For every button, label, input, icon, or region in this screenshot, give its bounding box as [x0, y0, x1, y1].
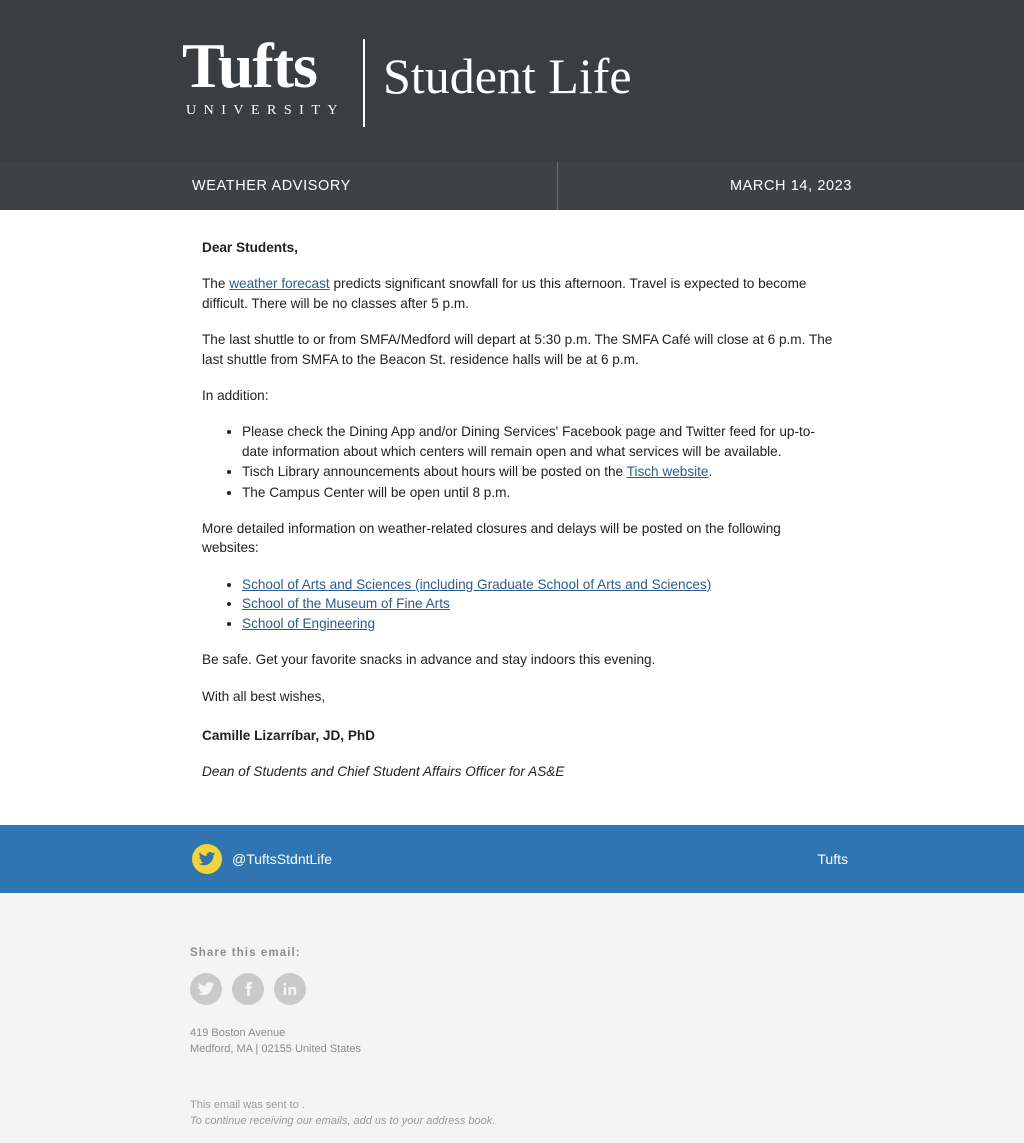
subheader-date: MARCH 14, 2023	[729, 178, 853, 194]
list-item-text-post: .	[708, 464, 713, 480]
list-item	[242, 483, 834, 502]
list-item	[242, 614, 834, 633]
email-subheader-bar	[0, 162, 1024, 210]
list-item	[242, 594, 834, 613]
list-item-text: The Campus Center will be open until 8 p.m.	[242, 484, 511, 500]
email-footer	[0, 893, 1024, 1143]
tufts-wordmark	[182, 30, 363, 119]
subheader-category: WEATHER ADVISORY	[0, 162, 558, 210]
share-this-email-label: Share this email:	[190, 946, 301, 959]
email-header	[0, 0, 1024, 162]
share-icons-group	[190, 973, 1024, 1005]
social-band	[0, 825, 1024, 893]
paragraph-closing: With all best wishes,	[202, 688, 326, 704]
facebook-icon[interactable]	[232, 973, 264, 1005]
logo-student-life-text: Student Life	[383, 48, 632, 104]
footer-address	[190, 1025, 1024, 1057]
logo-divider	[363, 39, 365, 127]
logo-university-text: UNIVERSITY	[186, 103, 345, 118]
list-item-text-pre: Tisch Library announcements about hours will be posted on the	[242, 464, 627, 480]
paragraph-shuttle: The last shuttle to or from SMFA/Medford will depart at 5:30 p.m. The SMFA Café will close at 6 p.m. The last shuttle from SMFA to the Beacon St. residence halls will be at 6 p.m.	[202, 332, 833, 367]
tisch-website-link[interactable]: Tisch website	[626, 464, 709, 480]
twitter-handle[interactable]: @TuftsStdntLife	[232, 850, 333, 867]
continue-receiving-text: To continue receiving our emails, add us to your address book.	[190, 1114, 496, 1127]
additional-info-list	[202, 422, 834, 502]
list-item	[242, 575, 834, 594]
link-school-of-engineering[interactable]: School of Engineering	[242, 615, 376, 631]
footer-sent-to	[190, 1097, 1024, 1129]
paragraph-forecast-pre: The	[202, 276, 230, 292]
email-body	[0, 210, 1024, 825]
list-item	[242, 422, 834, 461]
greeting: Dear Students,	[202, 240, 298, 255]
paragraph-more-info: More detailed information on weather-related closures and delays will be posted on the following websites:	[202, 521, 781, 556]
list-item-text: Please check the Dining App and/or Dining Services' Facebook page and Twitter feed for up-to-date information about which centers will remain open and what services will be available.	[242, 424, 815, 459]
tufts-link[interactable]: Tufts	[817, 850, 848, 867]
signature-title: Dean of Students and Chief Student Affairs Officer for AS&E	[202, 764, 565, 780]
sent-to-text: This email was sent to .	[190, 1098, 305, 1111]
school-links-list	[202, 575, 834, 633]
paragraph-forecast-post: predicts significant snowfall for us this afternoon. Travel is expected to become difficult. There will be no classes after 5 p.m.	[202, 276, 807, 311]
list-item	[242, 462, 834, 481]
paragraph-be-safe: Be safe. Get your favorite snacks in advance and stay indoors this evening.	[202, 652, 656, 668]
signature-name: Camille Lizarríbar, JD, PhD	[202, 727, 376, 743]
twitter-icon	[192, 844, 222, 874]
twitter-icon[interactable]	[190, 973, 222, 1005]
linkedin-icon[interactable]	[274, 973, 306, 1005]
social-handle-group[interactable]	[0, 844, 817, 874]
social-right-link-wrap	[817, 851, 1024, 867]
link-arts-and-sciences[interactable]: School of Arts and Sciences (including Graduate School of Arts and Sciences)	[242, 576, 712, 592]
address-line-1: 419 Boston Avenue	[190, 1026, 286, 1039]
paragraph-in-addition: In addition:	[202, 388, 269, 404]
link-museum-of-fine-arts[interactable]: School of the Museum of Fine Arts	[242, 596, 450, 612]
logo-tufts-text: Tufts	[182, 30, 317, 101]
weather-forecast-link[interactable]: weather forecast	[229, 276, 330, 292]
paragraph-forecast	[202, 274, 834, 313]
address-line-2: Medford, MA | 02155 United States	[190, 1042, 362, 1055]
tufts-student-life-logo	[182, 30, 632, 127]
